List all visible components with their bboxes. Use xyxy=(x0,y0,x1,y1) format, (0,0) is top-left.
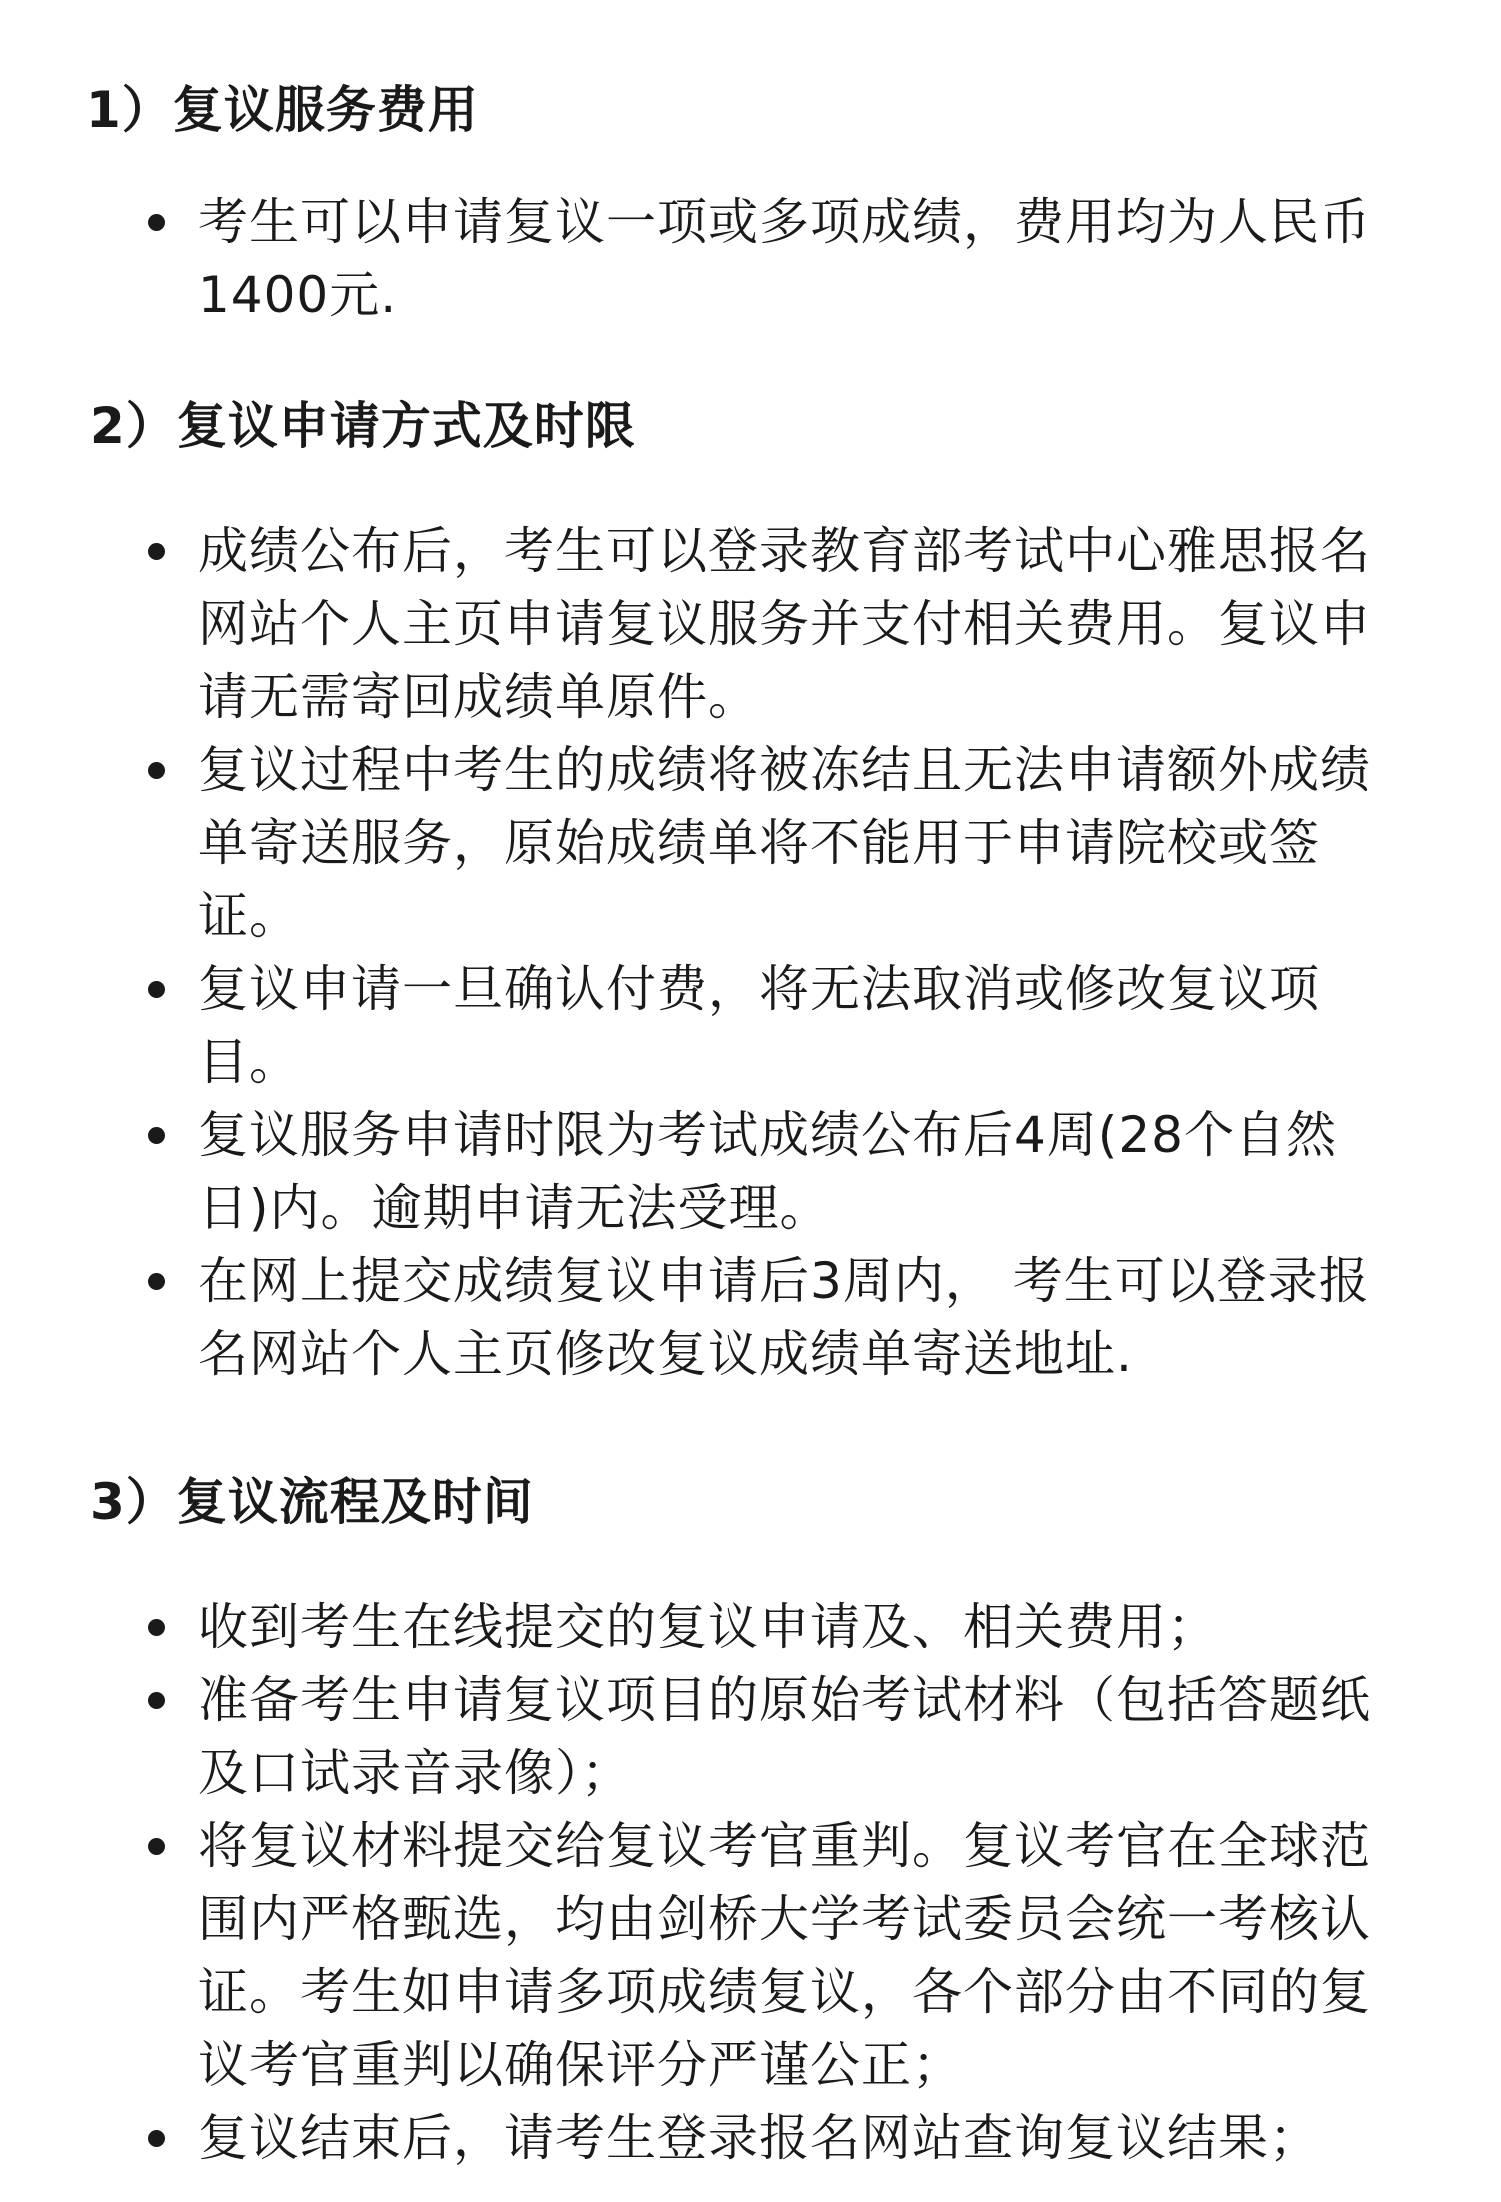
bullet-icon xyxy=(148,1619,165,1636)
list-item xyxy=(0,1810,1393,2102)
bullet-icon xyxy=(148,1273,165,1290)
bullet-icon xyxy=(148,762,165,779)
section-heading-fee: 1）复议服务费用 xyxy=(86,81,479,139)
bullet-icon xyxy=(148,1838,165,1855)
list-item-text: 复议申请一旦确认付费，将无法取消或修改复议项目。 xyxy=(198,960,1320,1091)
list-item-text: 收到考生在线提交的复议申请及、相关费用； xyxy=(198,1598,1218,1656)
list-item xyxy=(0,953,1393,1099)
list-item xyxy=(0,2102,1393,2175)
section-list-method xyxy=(0,515,1501,1391)
bullet-icon xyxy=(148,1692,165,1709)
list-item-text: 准备考生申请复议项目的原始考试材料（包括答题纸及口试录音录像）； xyxy=(198,1671,1371,1802)
list-item xyxy=(0,1591,1393,1664)
bullet-icon xyxy=(148,2130,165,2147)
list-item xyxy=(0,734,1393,953)
list-item-text: 考生可以申请复议一项或多项成绩，费用均为人民币1400元. xyxy=(198,193,1371,324)
list-item-text: 复议过程中考生的成绩将被冻结且无法申请额外成绩单寄送服务，原始成绩单将不能用于申请院校或签证。 xyxy=(198,741,1371,945)
bullet-icon xyxy=(148,1127,165,1144)
list-item xyxy=(0,1099,1393,1245)
list-item xyxy=(0,186,1393,332)
list-item-text: 复议结束后，请考生登录报名网站查询复议结果； xyxy=(198,2109,1320,2167)
list-item xyxy=(0,515,1393,734)
list-item xyxy=(0,1664,1393,1810)
bullet-icon xyxy=(148,981,165,998)
section-heading-process: 3）复议流程及时间 xyxy=(90,1473,534,1531)
section-heading-method: 2）复议申请方式及时限 xyxy=(90,397,636,455)
section-list-fee xyxy=(0,186,1501,332)
bullet-icon xyxy=(148,214,165,231)
list-item-text: 成绩公布后，考生可以登录教育部考试中心雅思报名网站个人主页申请复议服务并支付相关费用。复议申请无需寄回成绩单原件。 xyxy=(198,522,1371,726)
list-item-text: 将复议材料提交给复议考官重判。复议考官在全球范围内严格甄选，均由剑桥大学考试委员会统一考核认证。考生如申请多项成绩复议，各个部分由不同的复议考官重判以确保评分严谨公正； xyxy=(198,1817,1371,2094)
list-item-text: 在网上提交成绩复议申请后3周内， 考生可以登录报名网站个人主页修改复议成绩单寄送地址. xyxy=(198,1252,1370,1383)
list-item xyxy=(0,1245,1393,1391)
section-list-process xyxy=(0,1591,1501,2175)
list-item-text: 复议服务申请时限为考试成绩公布后4周(28个自然日)内。逾期申请无法受理。 xyxy=(198,1106,1337,1237)
bullet-icon xyxy=(148,543,165,560)
